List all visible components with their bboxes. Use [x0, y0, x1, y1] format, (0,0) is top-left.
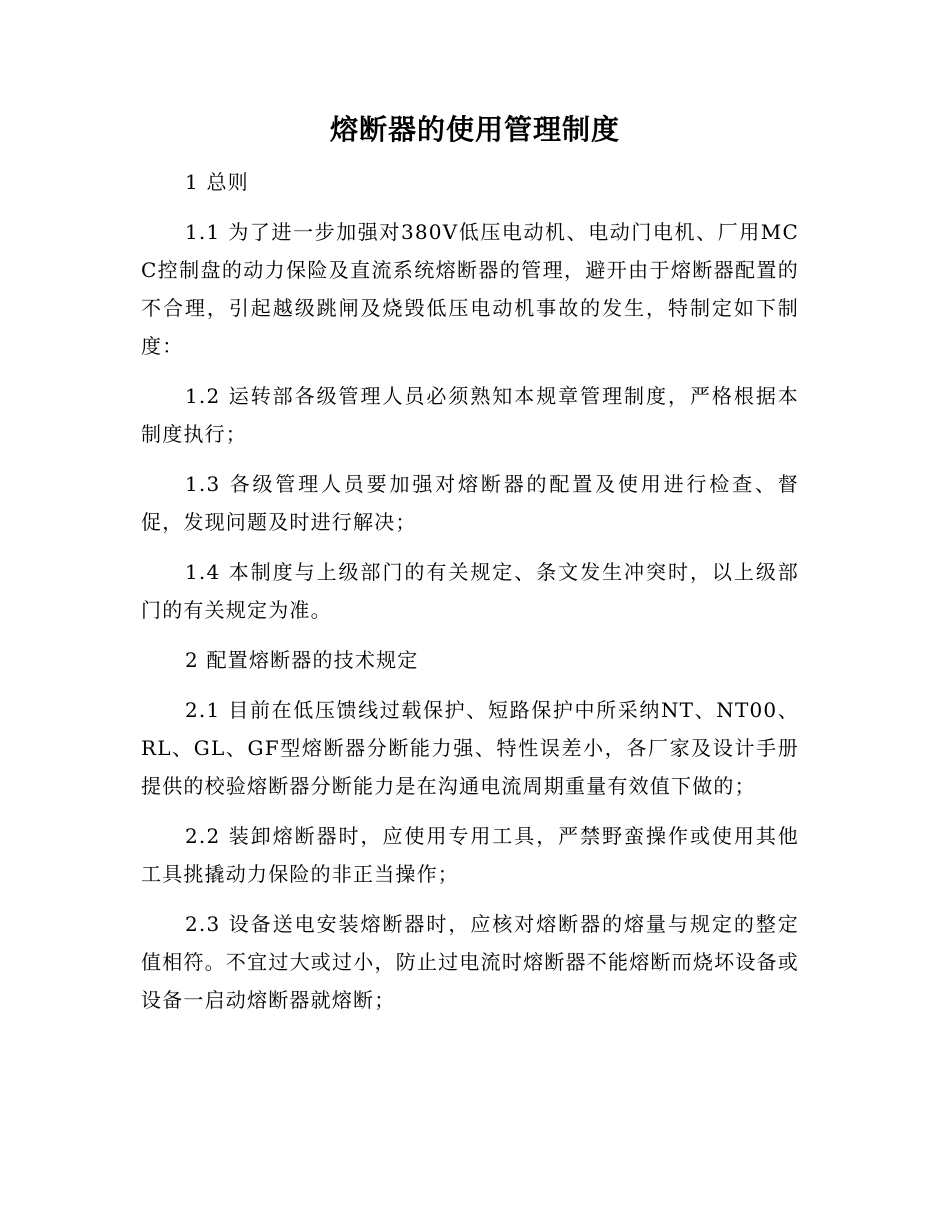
section-heading-2: 2 配置熔断器的技术规定: [185, 648, 419, 672]
section-heading-1: 1 总则: [185, 170, 249, 194]
document-body: [141, 163, 799, 1031]
paragraph-1-4: 1.4 本制度与上级部门的有关规定、条文发生冲突时，以上级部门的有关规定为准。: [141, 560, 799, 622]
paragraph-2-3: 2.3 设备送电安装熔断器时，应核对熔断器的熔量与规定的整定值相符。不宜过大或过小，防止过电流时熔断器不能熔断而烧坏设备或设备一启动熔断器就熔断；: [141, 912, 799, 1012]
paragraph-1-3: 1.3 各级管理人员要加强对熔断器的配置及使用进行检查、督促，发现问题及时进行解决；: [141, 472, 799, 534]
paragraph-1-1: 1.1 为了进一步加强对380V低压电动机、电动门电机、厂用MCC控制盘的动力保险及直流系统熔断器的管理，避开由于熔断器配置的不合理，引起越级跳闸及烧毁低压电动机事故的发生，特制定如下制度：: [141, 220, 799, 358]
document-title: 熔断器的使用管理制度: [329, 113, 620, 146]
paragraph-2-2: 2.2 装卸熔断器时，应使用专用工具，严禁野蛮操作或使用其他工具挑撬动力保险的非正当操作；: [141, 824, 799, 886]
paragraph-2-1: 2.1 目前在低压馈线过载保护、短路保护中所采纳NT、NT00、RL、GL、GF型熔断器分断能力强、特性误差小，各厂家及设计手册提供的校验熔断器分断能力是在沟通电流周期重量有效值下做的；: [141, 698, 799, 798]
paragraph-1-2: 1.2 运转部各级管理人员必须熟知本规章管理制度，严格根据本制度执行；: [141, 384, 799, 446]
